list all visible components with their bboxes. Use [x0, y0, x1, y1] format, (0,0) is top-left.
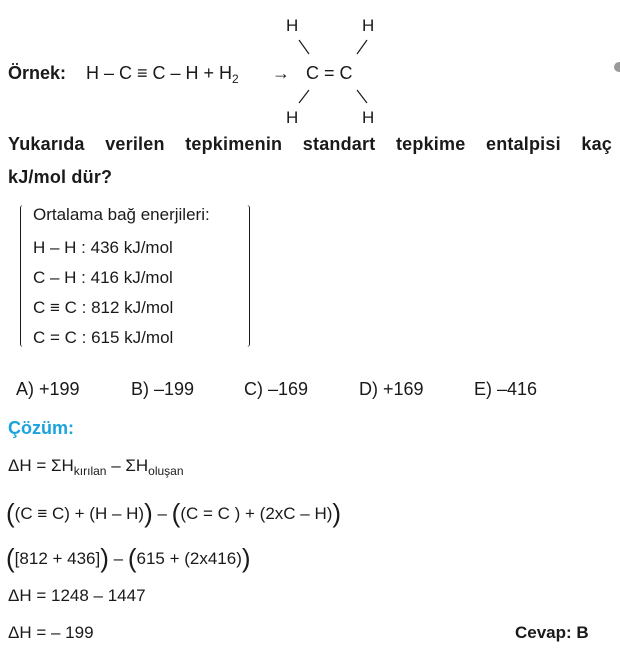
bond-energy-item: C ≡ C : 812 kJ/mol	[33, 298, 174, 317]
question-line-2: kJ/mol dür?	[8, 167, 113, 187]
eq3-formed-sum: 615 + (2x416)	[136, 549, 242, 568]
bond-bottom-right	[357, 90, 367, 103]
bond-energy-item: H – H : 436 kJ/mol	[33, 238, 173, 257]
solution-eq-2: ((C ≡ C) + (H – H)) – ((C = C ) + (2xC – H))	[6, 498, 342, 528]
bond-energy-item: C – H : 416 kJ/mol	[33, 268, 173, 287]
bond-bottom-left	[299, 90, 309, 103]
eq2-broken-bonds: (C ≡ C) + (H – H)	[14, 504, 145, 523]
bond-top-right	[357, 40, 367, 54]
eq3-broken-sum: 812 + 436	[19, 549, 96, 568]
solution-eq-4: ΔH = 1248 – 1447	[8, 586, 146, 605]
eq2-formed-bonds: (C = C ) + (2xC – H)	[180, 504, 333, 523]
eq1-left: ΔH = ΣH	[8, 456, 74, 475]
eq1-mid: – ΣH	[106, 456, 149, 475]
question-line-1: Yukarıda verilen tepkimenin standart tepkime entalpisi kaç	[8, 134, 612, 154]
paren-open: (	[6, 543, 15, 573]
h-atom-top-right: H	[362, 16, 375, 35]
paren-close: )	[144, 498, 153, 528]
paren-open: (	[127, 543, 137, 573]
option-e[interactable]: E) –416	[474, 379, 538, 399]
solution-eq-5: ΔH = – 199	[8, 623, 94, 642]
h-atom-bottom-right: H	[362, 108, 375, 127]
solution-eq-3: ([812 + 436]) – (615 + (2x416))	[6, 543, 251, 573]
page-edge-mark	[614, 62, 620, 72]
structure-bonds	[280, 30, 380, 115]
answer-label: Cevap: B	[515, 623, 589, 642]
reactant-text: H – C ≡ C – H + H	[86, 63, 233, 83]
solution-heading: Çözüm:	[8, 418, 74, 438]
paren-open: (	[171, 498, 181, 528]
option-a[interactable]: A) +199	[16, 379, 80, 399]
option-c[interactable]: C) –169	[244, 379, 309, 399]
eq1-sub-broken: kırılan	[73, 464, 107, 478]
h-atom-top-left: H	[286, 16, 299, 35]
paren-close: )	[241, 543, 251, 573]
option-d[interactable]: D) +169	[359, 379, 424, 399]
paren-open: (	[6, 498, 15, 528]
solution-eq-1	[8, 456, 184, 476]
eq1-sub-formed: oluşan	[148, 464, 184, 478]
example-reactant	[86, 63, 239, 84]
bond-energy-title: Ortalama bağ enerjileri:	[33, 205, 210, 224]
paren-close: )	[100, 543, 109, 573]
bond-energy-item: C = C : 615 kJ/mol	[33, 328, 174, 347]
bond-top-left	[299, 40, 309, 54]
product-core: C = C	[306, 63, 353, 83]
h-atom-bottom-left: H	[286, 108, 299, 127]
option-b[interactable]: B) –199	[131, 379, 195, 399]
example-label: Örnek:	[8, 63, 67, 83]
paren-close: )	[332, 498, 342, 528]
reactant-subscript: 2	[232, 72, 239, 86]
reaction-arrow: →	[272, 63, 290, 83]
